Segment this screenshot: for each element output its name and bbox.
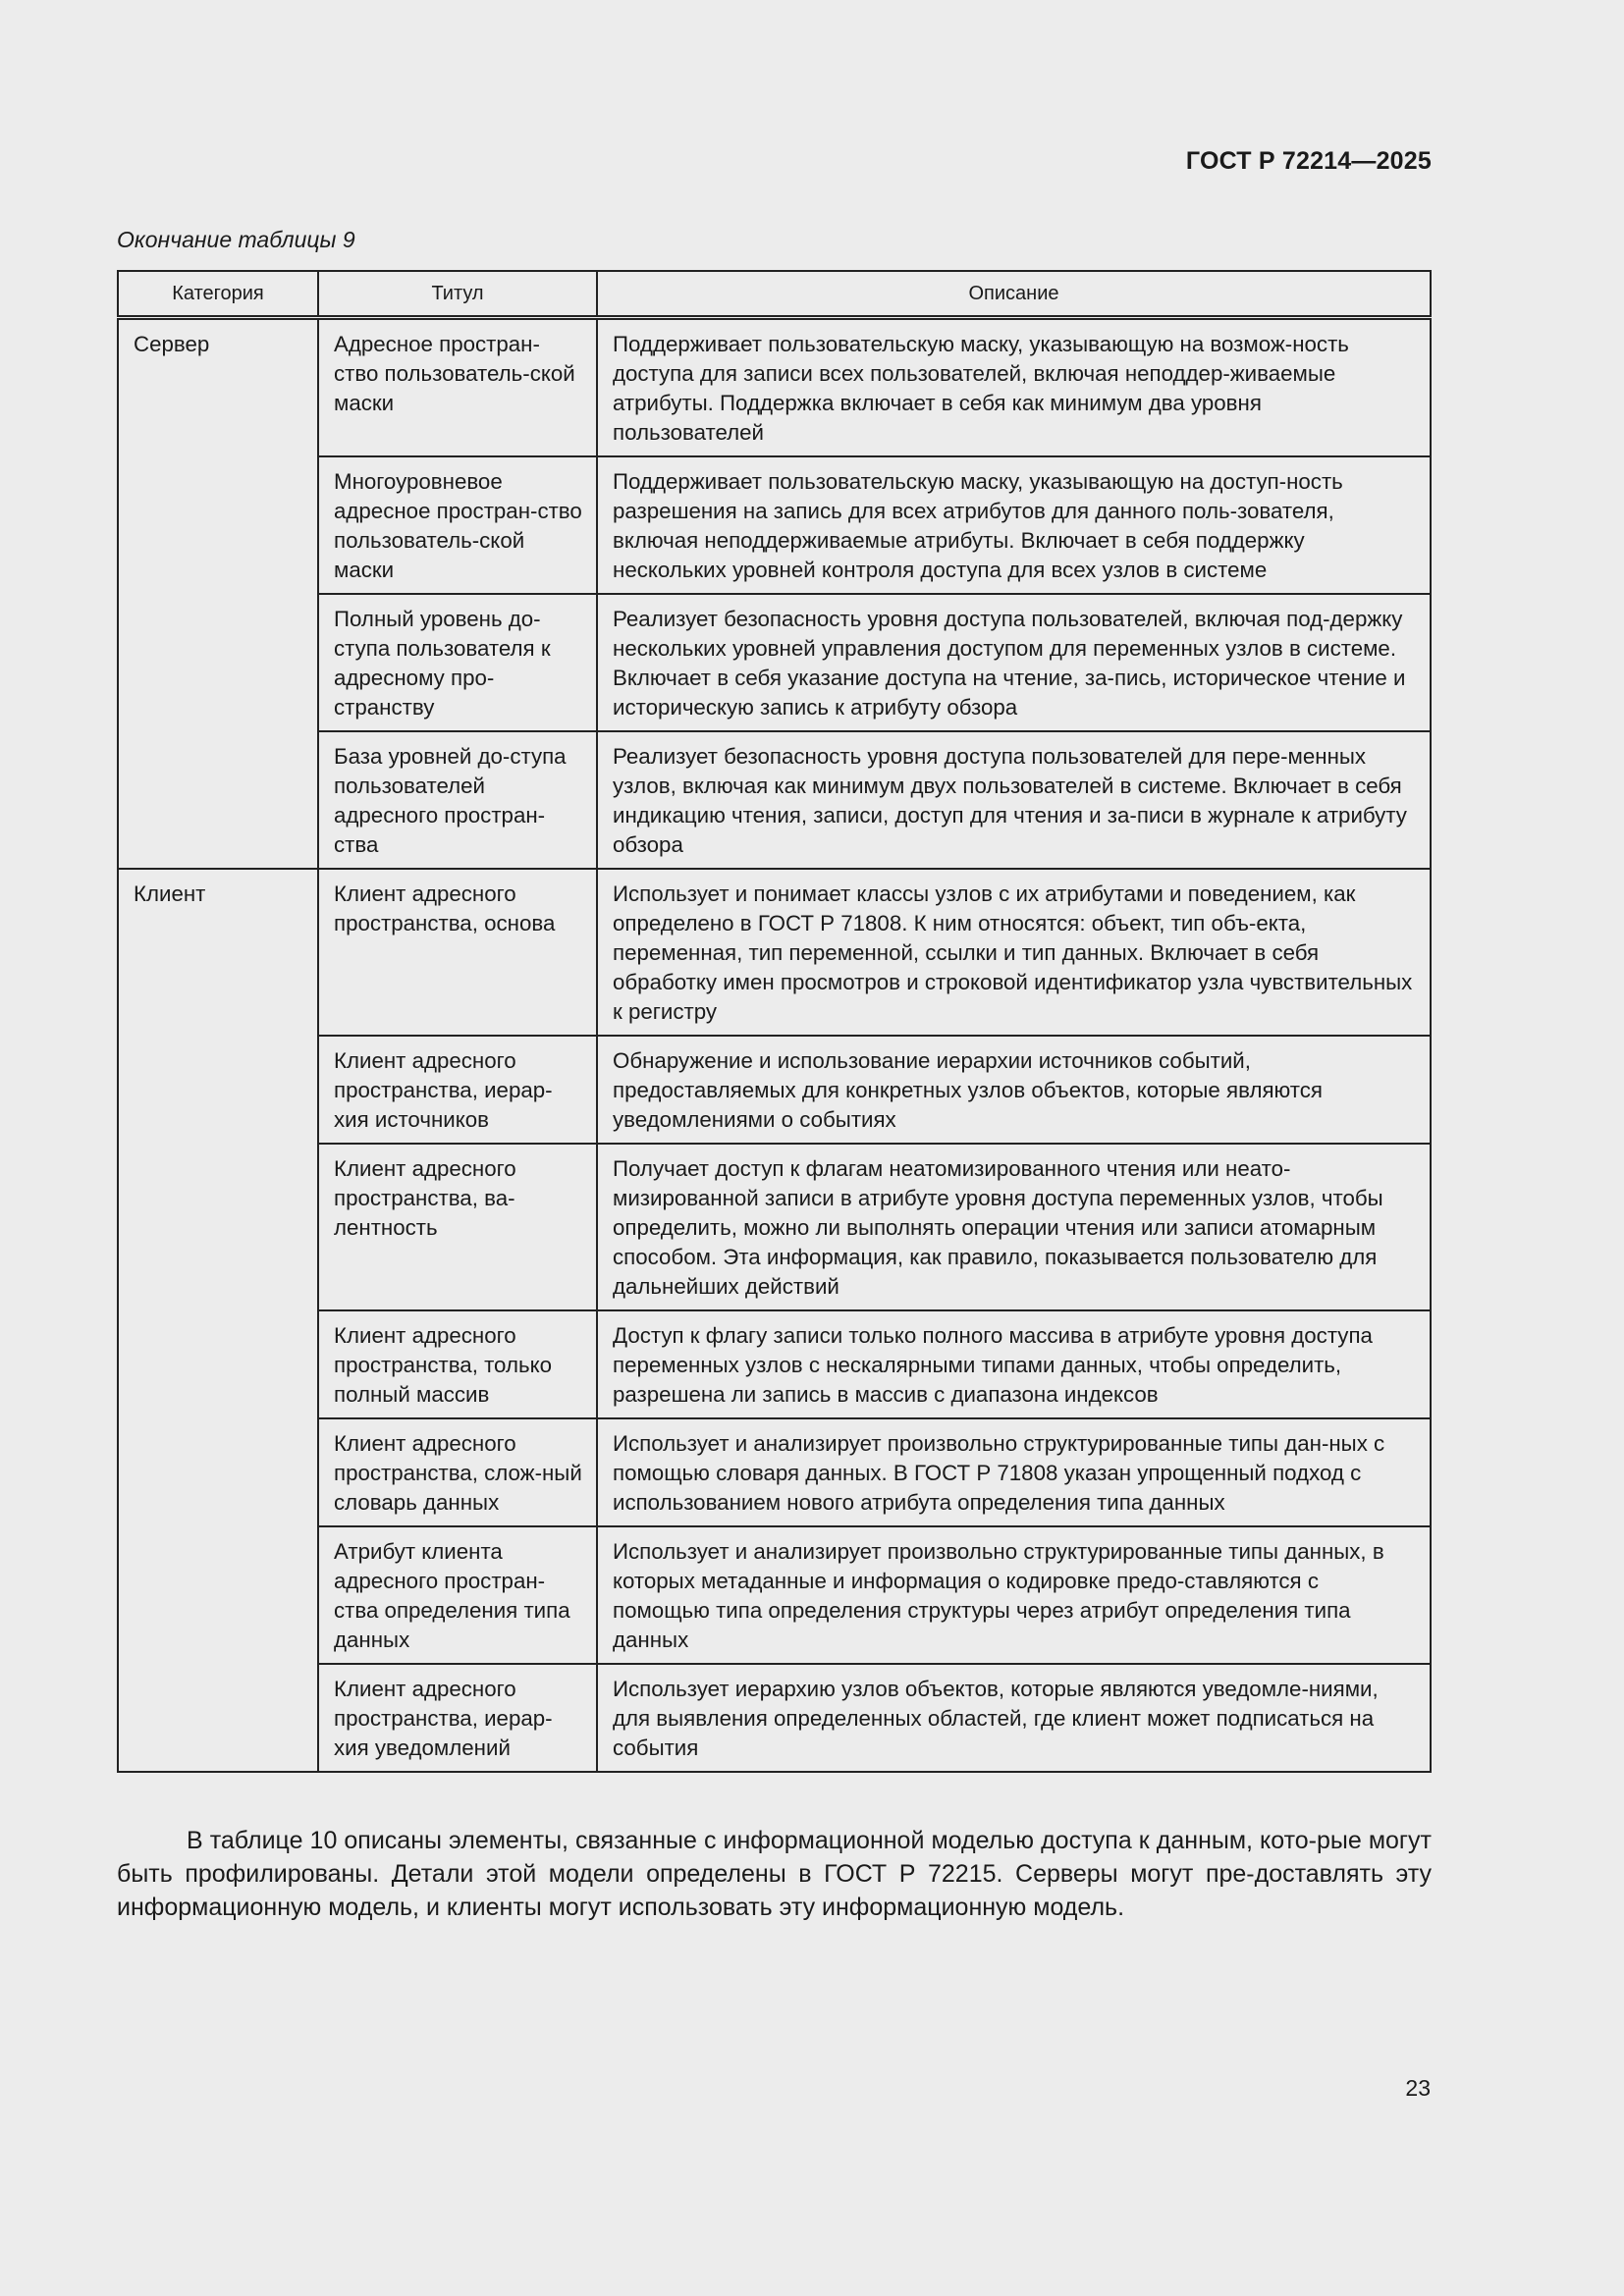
description-cell: Обнаружение и использование иерархии источников событий, предоставляемых для конкретных узлов объектов, которые являются уведомлениями о событиях: [597, 1036, 1431, 1144]
description-cell: Использует и анализирует произвольно структурированные типы данных, в которых метаданные и информация о кодировке предо-ставляются с помощью типа определения структуры через атрибут определения типа данных: [597, 1526, 1431, 1664]
description-cell: Реализует безопасность уровня доступа пользователей для пере-менных узлов, включая как минимум двух пользователей в системе. Включает в себя индикацию чтения, записи, доступ для чтения и за-писи в журнале к атрибуту обзора: [597, 731, 1431, 869]
description-cell: Доступ к флагу записи только полного массива в атрибуте уровня доступа переменных узлов с нескалярными типами данных, чтобы определить, разрешена ли запись в массив с диапазона индексов: [597, 1310, 1431, 1418]
title-cell: База уровней до-ступа пользователей адресного простран-ства: [318, 731, 597, 869]
title-cell: Полный уровень до-ступа пользователя к адресному про-странству: [318, 594, 597, 731]
table-body: [118, 318, 1431, 1773]
category-cell: Сервер: [118, 318, 318, 870]
description-cell: Поддерживает пользовательскую маску, указывающую на возмож-ность доступа для записи всех пользователей, включая неподдер-живаемые атрибуты. Поддержка включает в себя как минимум два уровня пользователей: [597, 318, 1431, 457]
body-paragraph: В таблице 10 описаны элементы, связанные с информационной моделью доступа к данным, кото-рые могут быть профилированы. Детали этой модели определены в ГОСТ Р 72215. Серверы могут пре-доставлять эту информационную модель, и клиенты могут использовать эту информационную модель.: [117, 1827, 1432, 1921]
table-header-row: [118, 271, 1431, 318]
category-cell: Клиент: [118, 869, 318, 1772]
column-header-description: Описание: [597, 271, 1431, 318]
description-cell: Реализует безопасность уровня доступа пользователей, включая под-держку нескольких уровней управления доступом для переменных узлов в системе. Включает в себя указание доступа на чтение, за-пись, историческое чтение и историческую запись к атрибуту обзора: [597, 594, 1431, 731]
table-container: [117, 270, 1432, 1773]
table-row: [118, 869, 1431, 1036]
title-cell: Клиент адресного пространства, иерар-хия уведомлений: [318, 1664, 597, 1772]
title-cell: Клиент адресного пространства, только полный массив: [318, 1310, 597, 1418]
page-number: 23: [1405, 2075, 1431, 2101]
description-cell: Получает доступ к флагам неатомизированного чтения или неато-мизированной записи в атрибуте уровня доступа переменных узлов, чтобы определить, можно ли выполнять операции чтения или записи атомарным способом. Эта информация, как правило, показывается пользователю для дальнейших действий: [597, 1144, 1431, 1310]
column-header-title: Титул: [318, 271, 597, 318]
description-cell: Использует и понимает классы узлов с их атрибутами и поведением, как определено в ГОСТ Р 71808. К ним относятся: объект, тип объ-екта, переменная, тип переменной, ссылки и тип данных. Включает в себя обработку имен просмотров и строковой идентификатор узла чувствительных к регистру: [597, 869, 1431, 1036]
title-cell: Клиент адресного пространства, иерар-хия источников: [318, 1036, 597, 1144]
description-cell: Использует и анализирует произвольно структурированные типы дан-ных с помощью словаря данных. В ГОСТ Р 71808 указан упрощенный подход с использованием нового атрибута определения типа данных: [597, 1418, 1431, 1526]
requirements-table: [117, 270, 1432, 1773]
title-cell: Клиент адресного пространства, ва-лентность: [318, 1144, 597, 1310]
table-caption: Окончание таблицы 9: [117, 227, 355, 252]
title-cell: Клиент адресного пространства, слож-ный словарь данных: [318, 1418, 597, 1526]
title-cell: Многоуровневое адресное простран-ство пользователь-ской маски: [318, 456, 597, 594]
title-cell: Клиент адресного пространства, основа: [318, 869, 597, 1036]
column-header-category: Категория: [118, 271, 318, 318]
description-cell: Использует иерархию узлов объектов, которые являются уведомле-ниями, для выявления определенных областей, где клиент может подписаться на события: [597, 1664, 1431, 1772]
title-cell: Атрибут клиента адресного простран-ства определения типа данных: [318, 1526, 597, 1664]
table-row: [118, 318, 1431, 457]
description-cell: Поддерживает пользовательскую маску, указывающую на доступ-ность разрешения на запись для всех атрибутов для данного поль-зователя, включая неподдерживаемые атрибуты. Включает в себя поддержку нескольких уровней контроля доступа для всех узлов в системе: [597, 456, 1431, 594]
title-cell: Адресное простран-ство пользователь-ской маски: [318, 318, 597, 457]
standard-code: ГОСТ Р 72214—2025: [1185, 147, 1432, 175]
